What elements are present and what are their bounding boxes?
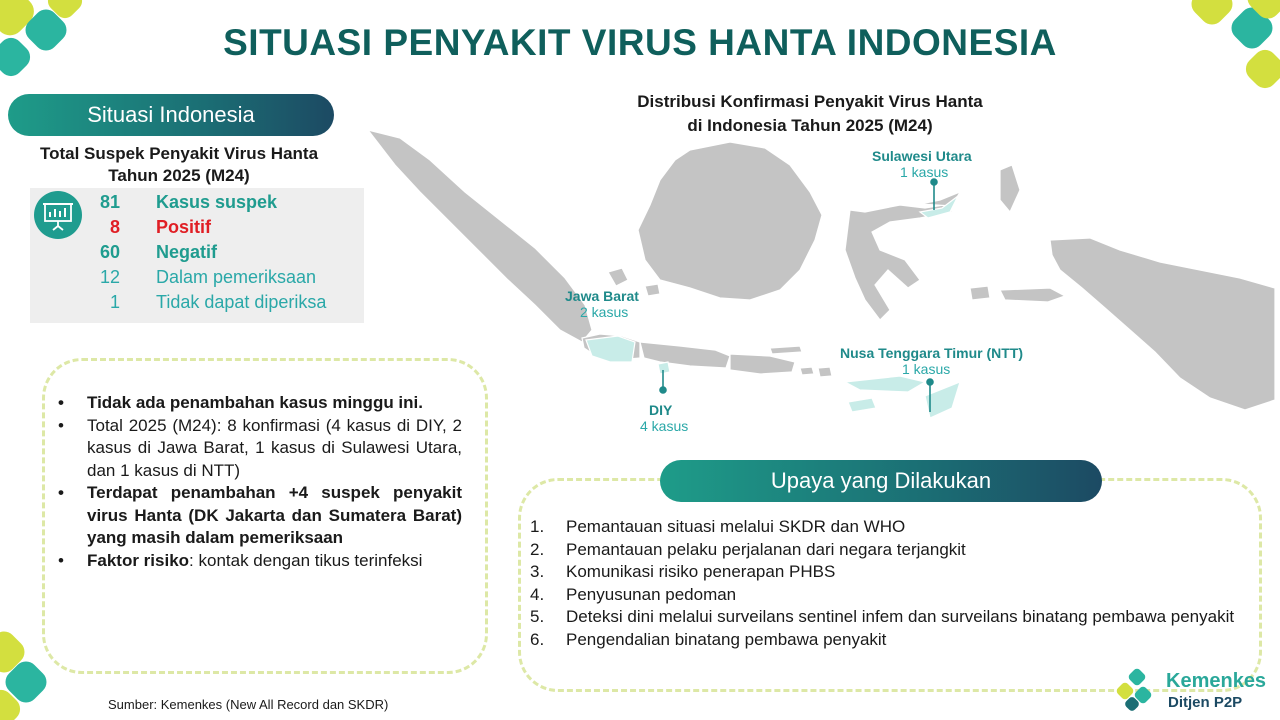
stat-row	[30, 217, 364, 242]
map-title-line1: Distribusi Konfirmasi Penyakit Virus Hanta	[637, 92, 983, 111]
effort-number: 2.	[530, 539, 545, 559]
region-label-sulawesi-utara	[872, 148, 992, 180]
stat-label: Negatif	[156, 242, 218, 262]
bullet-new-suspects: • Terdapat penambahan +4 suspek penyakit virus Hanta (DK Jakarta dan Sumatera Barat) yang masih dalam pemeriksaan	[58, 482, 462, 550]
stats-panel	[30, 188, 364, 323]
stat-value: 12	[99, 267, 120, 287]
effort-text: Pemantauan situasi melalui SKDR dan WHO	[566, 517, 906, 536]
ntt-flores-highlight	[845, 376, 925, 392]
situasi-indonesia-header: Situasi Indonesia	[8, 94, 334, 136]
effort-text: Pengendalian binatang pembawa penyakit	[566, 629, 887, 649]
seram	[1000, 288, 1065, 302]
region-label-ntt	[840, 345, 1060, 377]
region-label-diy	[640, 402, 710, 434]
sumatra	[368, 130, 592, 342]
effort-number: 3.	[530, 562, 545, 581]
region-name-diy: DIY	[649, 402, 673, 418]
stat-label: Positif	[156, 217, 212, 237]
stat-label: Kasus suspek	[156, 192, 278, 212]
source-note: Sumber: Kemenkes (New All Record dan SKDR)	[108, 697, 389, 712]
indonesia-map	[360, 120, 1280, 440]
stat-value: 1	[109, 292, 120, 312]
effort-text: Pemantauan pelaku perjalanan dari negara terjangkit	[566, 539, 966, 559]
region-name-ntt: Nusa Tenggara Timur (NTT)	[840, 345, 1024, 361]
risk-factor-label: Faktor risiko	[87, 550, 190, 570]
effort-item	[530, 561, 1246, 584]
effort-item	[530, 584, 1246, 607]
effort-number: 1.	[530, 517, 545, 536]
summary-title-line1: Total Suspek Penyakit Virus Hanta	[39, 144, 319, 163]
bullet-no-new-cases: • Tidak ada penambahan kasus minggu ini.	[58, 392, 462, 415]
effort-text: Deteksi dini melalui surveilans sentinel infem dan surveilans binatang pembawa penyakit	[566, 607, 1235, 626]
map-title-line2: di Indonesia Tahun 2025 (M24)	[687, 116, 933, 135]
stat-value: 60	[99, 242, 120, 262]
effort-number: 5.	[530, 607, 545, 626]
effort-number: 4.	[530, 584, 545, 604]
jawa-barat-highlight	[586, 336, 635, 362]
region-cases-diy: 4 kasus	[640, 418, 689, 434]
logo-name: Kemenkes	[1166, 670, 1267, 692]
bangka	[608, 268, 628, 286]
effort-item	[530, 539, 1246, 562]
logo-subtitle: Ditjen P2P	[1168, 694, 1243, 711]
effort-item	[530, 606, 1246, 629]
kemenkes-logo-icon	[1116, 668, 1166, 714]
madura	[770, 346, 802, 354]
maluku-north	[1000, 165, 1020, 212]
stat-value: 8	[109, 217, 120, 237]
lombok	[818, 367, 832, 377]
region-label-jawa-barat	[565, 288, 665, 320]
kemenkes-logo	[1116, 664, 1276, 720]
summary-title	[20, 143, 338, 187]
stat-label: Tidak dapat diperiksa	[156, 292, 327, 312]
stat-value: 81	[99, 192, 120, 212]
stat-row	[30, 192, 364, 217]
kalimantan	[638, 142, 822, 300]
efforts-list	[530, 516, 1246, 651]
stat-row	[30, 242, 364, 267]
page-title: SITUASI PENYAKIT VIRUS HANTA INDONESIA	[223, 22, 1057, 63]
papua	[1050, 238, 1275, 410]
ntt-sumba-highlight	[848, 398, 876, 412]
bali	[800, 367, 814, 375]
summary-title-line2: Tahun 2025 (M24)	[108, 166, 250, 185]
effort-item	[530, 629, 1246, 652]
diy-highlight	[658, 362, 670, 374]
effort-text: Komunikasi risiko penerapan PHBS	[566, 562, 836, 581]
buru	[970, 286, 990, 300]
region-cases-jawa-barat: 2 kasus	[580, 304, 629, 320]
sulawesi	[845, 204, 952, 320]
stat-row	[30, 267, 364, 292]
region-cases-sulawesi-utara: 1 kasus	[900, 164, 949, 180]
java-east	[730, 354, 795, 374]
region-cases-ntt: 1 kasus	[902, 361, 951, 377]
java-central	[640, 342, 730, 368]
stat-label: Dalam pemeriksaan	[156, 267, 317, 287]
region-name-jawa-barat: Jawa Barat	[565, 288, 639, 304]
region-name-sulawesi-utara: Sulawesi Utara	[872, 148, 972, 164]
bullet-total-2025: • Total 2025 (M24): 8 konfirmasi (4 kasus di DIY, 2 kasus di Jawa Barat, 1 kasus di Sulawesi Utara, dan 1 kasus di NTT)	[58, 415, 462, 483]
efforts-header: Upaya yang Dilakukan	[660, 460, 1102, 502]
effort-number: 6.	[530, 629, 545, 649]
effort-item	[530, 516, 1246, 539]
stat-row	[30, 292, 364, 317]
risk-factor-text: : kontak dengan tikus terinfeksi	[189, 550, 423, 570]
bullet-risk-factor	[58, 550, 462, 573]
effort-text: Penyusunan pedoman	[566, 584, 737, 604]
